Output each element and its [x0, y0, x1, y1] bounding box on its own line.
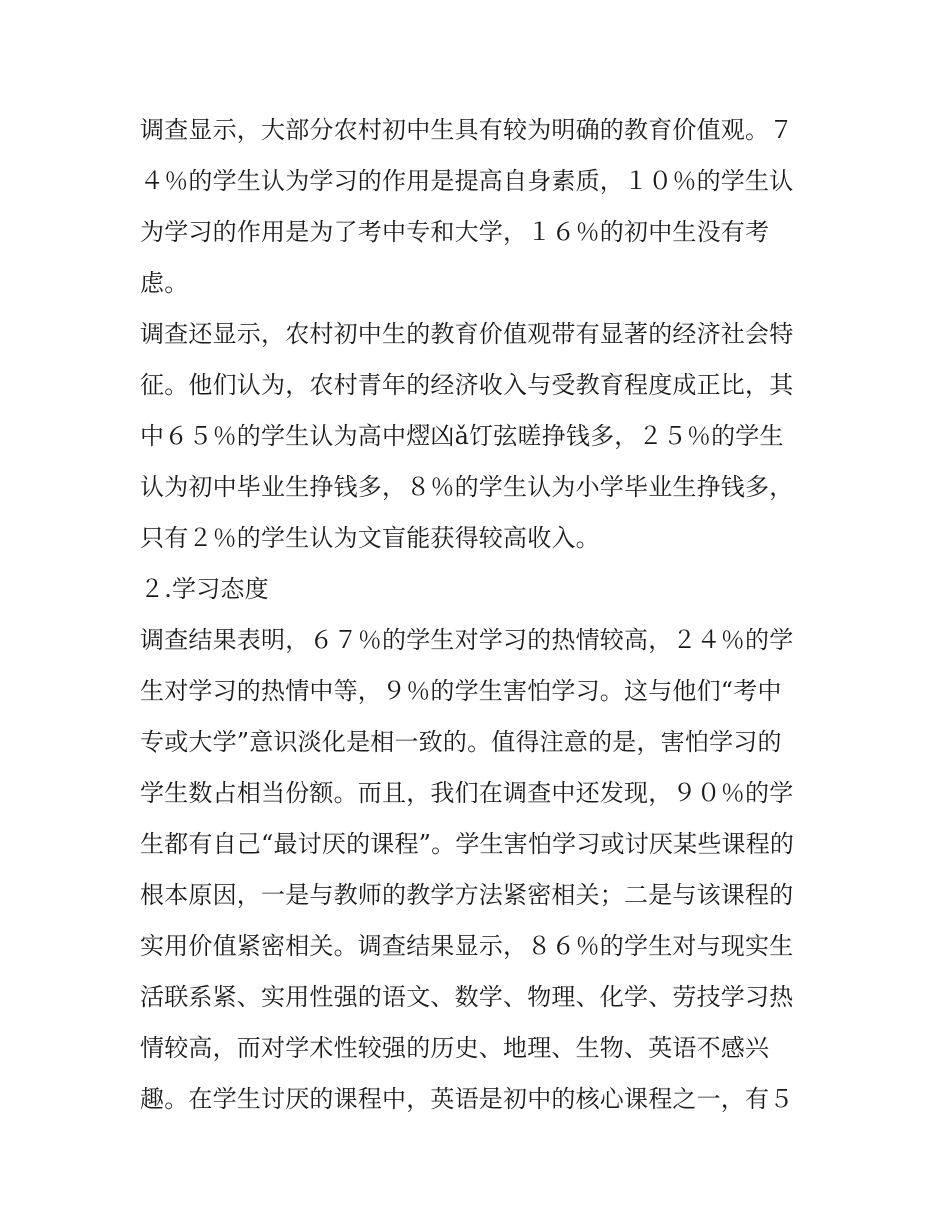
text-line: 虑。: [140, 269, 189, 297]
text-line: 专或大学”意识淡化是相一致的。值得注意的是，害怕学习的: [140, 728, 782, 756]
text-line: 学生数占相当份额。而且，我们在调查中还发现，９０％的学: [140, 779, 794, 807]
text-line: 调查显示，大部分农村初中生具有较为明确的教育价值观。７: [140, 116, 794, 144]
text-line: 认为初中毕业生挣钱多，８％的学生认为小学毕业生挣钱多，: [140, 473, 794, 501]
text-line: 为学习的作用是为了考中专和大学，１６％的初中生没有考: [140, 218, 770, 246]
document-page: [140, 105, 820, 1125]
text-line: 只有２％的学生认为文盲能获得较高收入。: [140, 524, 600, 552]
text-line: 活联系紧、实用性强的语文、数学、物理、化学、劳技学习热: [140, 983, 794, 1011]
text-line: 生对学习的热情中等，９％的学生害怕学习。这与他们“考中: [140, 677, 782, 705]
section-heading: ２.学习态度: [140, 575, 269, 603]
text-line: ４％的学生认为学习的作用是提高自身素质，１０％的学生认: [140, 167, 794, 195]
text-line: 调查还显示，农村初中生的教育价值观带有显著的经济社会特: [140, 320, 794, 348]
text-line: 根本原因，一是与教师的教学方法紧密相关；二是与该课程的: [140, 881, 794, 909]
text-line: 实用价值紧密相关。调查结果显示，８６％的学生对与现实生: [140, 932, 794, 960]
text-line: 征。他们认为，农村青年的经济收入与受教育程度成正比，其: [140, 371, 794, 399]
text-line: 生都有自己“最讨厌的课程”。学生害怕学习或讨厌某些课程的: [140, 830, 795, 858]
text-line: 趣。在学生讨厌的课程中，英语是初中的核心课程之一，有５: [140, 1085, 794, 1113]
text-line: 中６５％的学生认为高中熤凶ǎ饤弦暛挣钱多，２５％的学生: [140, 422, 784, 450]
text-line: 情较高，而对学术性较强的历史、地理、生物、英语不感兴: [140, 1034, 770, 1062]
text-line: 调查结果表明，６７％的学生对学习的热情较高，２４％的学: [140, 626, 794, 654]
